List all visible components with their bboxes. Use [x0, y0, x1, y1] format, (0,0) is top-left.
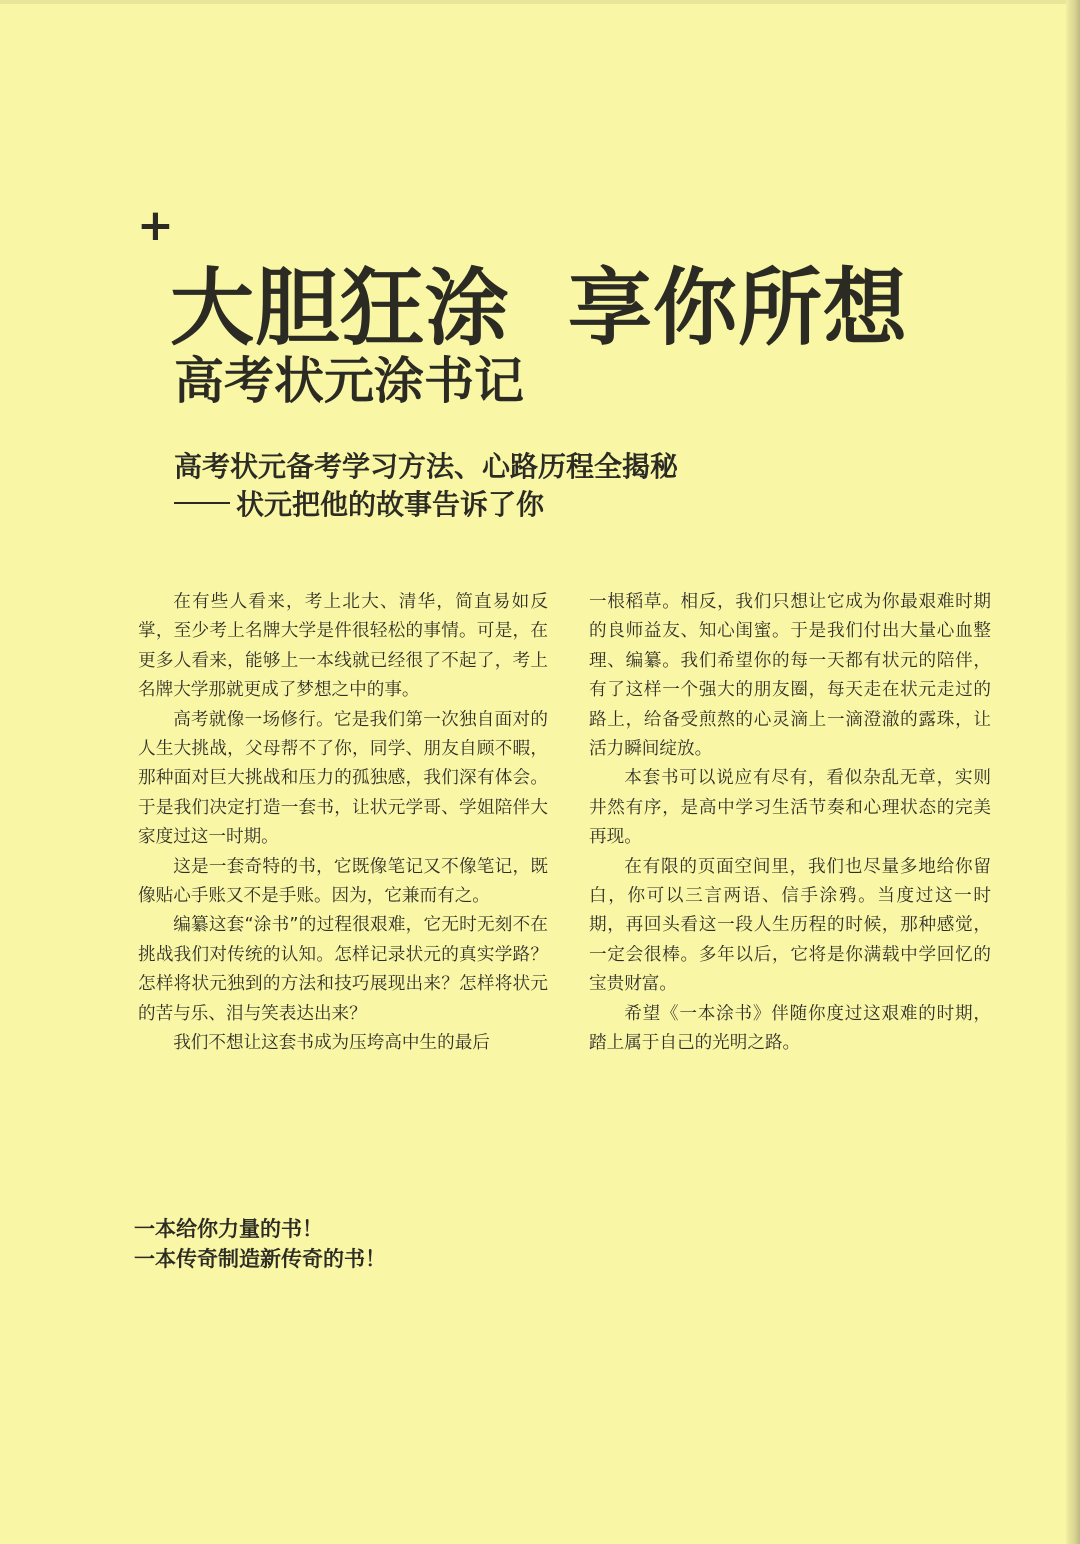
body-paragraph: 在有限的页面空间里，我们也尽量多地给你留白，你可以三言两语、信手涂鸦。当度过这一时期，再回头看这一段人生历程的时候，那种感觉，一定会很棒。多年以后，它将是你满载中学回忆的宝贵财富。: [589, 856, 991, 995]
main-title-part2: 享你所想: [568, 259, 909, 357]
body-paragraph: 本套书可以说应有尽有，看似杂乱无章，实则井然有序，是高中学习生活节奏和心理状态的完美再现。: [589, 768, 991, 848]
main-title: [170, 259, 909, 357]
tagline-line1: 高考状元备考学习方法、心路历程全揭秘: [174, 450, 679, 483]
page-right-edge: [1066, 0, 1080, 1544]
body-paragraph: 高考就像一场修行。它是我们第一次独自面对的人生大挑战，父母帮不了你，同学、朋友自顾不暇，那种面对巨大挑战和压力的孤独感，我们深有体会。于是我们决定打造一套书，让状元学哥、学姐陪伴大家度过这一时期。: [138, 709, 548, 848]
slogan-line: 一本给你力量的书！: [134, 1217, 323, 1241]
body-paragraph-continuation: 一根稻草。相反，我们只想让它成为你最艰难时期的良师益友、知心闺蜜。于是我们付出大量心血整理、编纂。我们希望你的每一天都有状元的陪伴，有了这样一个强大的朋友圈，每天走在状元走过的路上，给备受煎熬的心灵滴上一滴澄澈的露珠，让活力瞬间绽放。: [589, 592, 991, 760]
main-title-part1: 大胆狂涂: [170, 259, 511, 357]
body-paragraph: 这是一套奇特的书，它既像笔记又不像笔记，既像贴心手账又不是手账。因为，它兼而有之。: [138, 856, 548, 907]
subtitle: 高考状元涂书记: [174, 352, 524, 410]
body-paragraph: 我们不想让这套书成为压垮高中生的最后: [173, 1033, 490, 1054]
tagline: [174, 448, 678, 524]
plus-mark-icon: +: [137, 200, 174, 251]
page-top-edge: [0, 0, 1080, 4]
slogans: [134, 1214, 386, 1274]
body-paragraph: 希望《一本涂书》伴随你度过这艰难的时期，踏上属于自己的光明之路。: [589, 1003, 991, 1054]
body-column-left: [138, 588, 548, 1059]
tagline-line2: [174, 486, 678, 524]
body-paragraph: 在有些人看来，考上北大、清华，简直易如反掌，至少考上名牌大学是件很轻松的事情。可是，在更多人看来，能够上一本线就已经很了不起了，考上名牌大学那就更成了梦想之中的事。: [138, 592, 548, 701]
body-column-right: [589, 588, 991, 1059]
body-paragraph: 编纂这套“涂书”的过程很艰难，它无时无刻不在挑战我们对传统的认知。怎样记录状元的真实学路？怎样将状元独到的方法和技巧展现出来？怎样将状元的苦与乐、泪与笑表达出来？: [138, 915, 548, 1024]
tagline-line2-text: 状元把他的故事告诉了你: [236, 488, 545, 521]
slogan-line: 一本传奇制造新传奇的书！: [134, 1247, 386, 1271]
em-dash-rule: [174, 502, 230, 504]
